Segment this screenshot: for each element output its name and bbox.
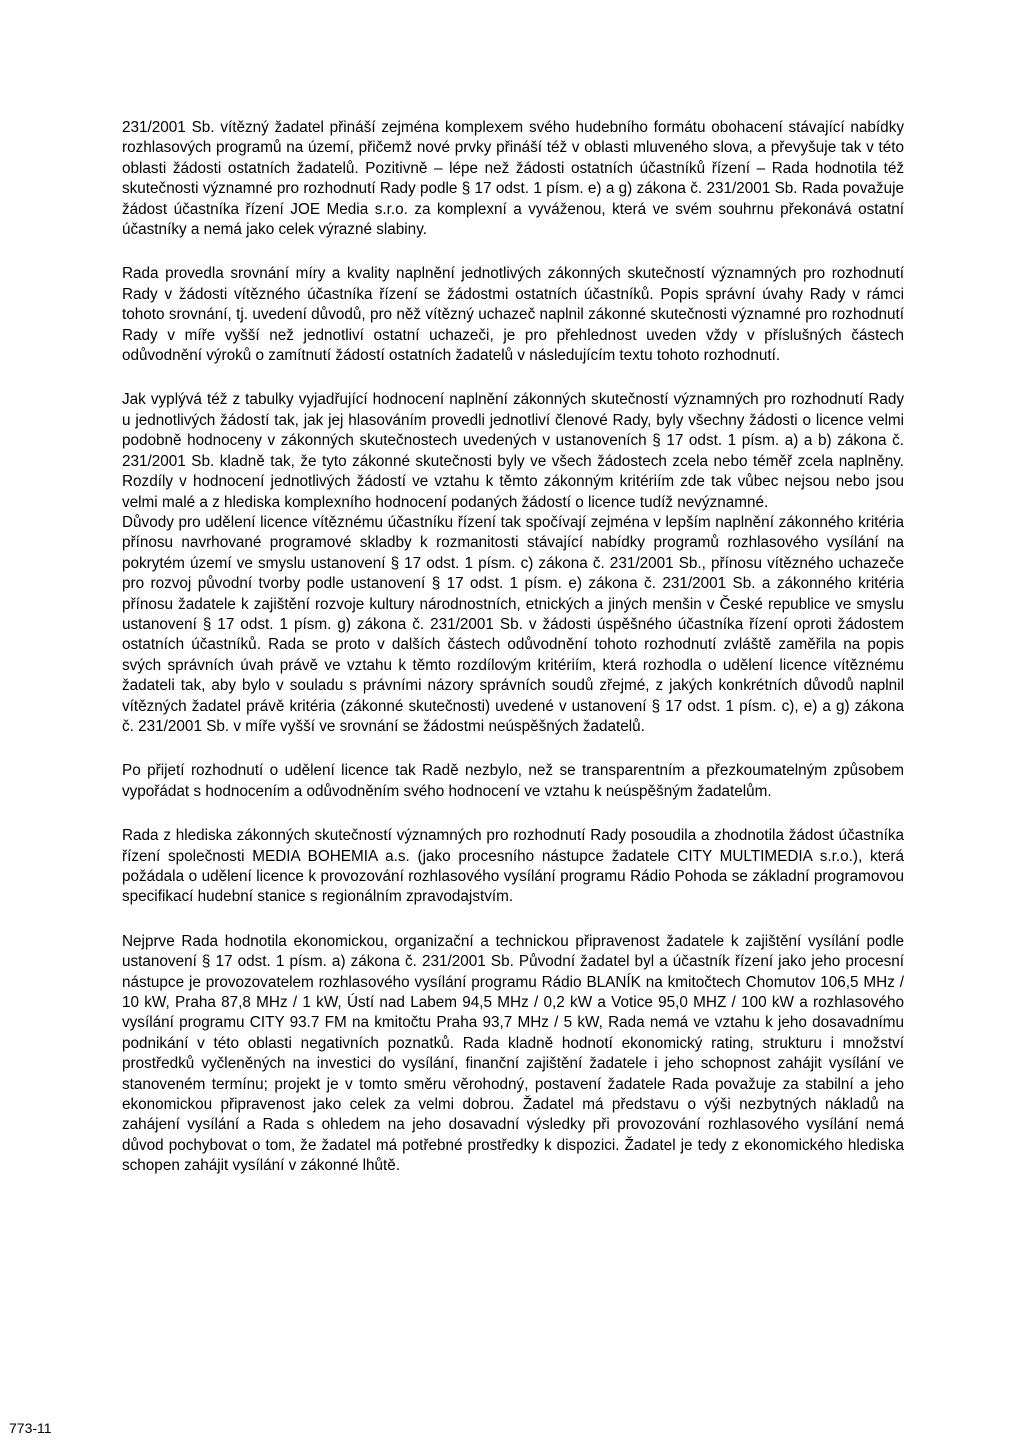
paragraph-3: Jak vyplývá též z tabulky vyjadřující hodnocení naplnění zákonných skutečností významných pro rozhodnutí Rady u jednotlivých žádostí tak, jak jej hlasováním provedli jednotliví členové Rady, byly všechny žádosti o licence velmi podobně hodnoceny v zákonných skutečnostech uvedených v ustanoveních § 17 odst. 1 písm. a) a b) zákona č. 231/2001 Sb. kladně tak, že tyto zákonné skutečnosti byly ve všech žádostech zcela nebo téměř zcela naplněny. Rozdíly v hodnocení jednotlivých žádostí ve vztahu k těmto zákonným kritériím zde tak vůbec nejsou nebo jsou velmi malé a z hlediska komplexního hodnocení podaných žádostí o licence tudíž nevýznamné. bbox=[122, 391, 904, 511]
paragraph-4: Důvody pro udělení licence vítěznému účastníku řízení tak spočívají zejména v lepším naplnění zákonného kritéria přínosu navrhované programové skladby k rozmanitosti stávající nabídky programů rozhlasového vysílání na pokrytém území ve smyslu ustanovení § 17 odst. 1 písm. c) zákona č. 231/2001 Sb., přínosu vítězného uchazeče pro rozvoj původní tvorby podle ustanovení § 17 odst. 1 písm. e) zákona č. 231/2001 Sb. a zákonného kritéria přínosu žadatele k zajištění rozvoje kultury národnostních, etnických a jiných menšin v České republice ve smyslu ustanovení § 17 odst. 1 písm. g) zákona č. 231/2001 Sb. v žádosti úspěšného účastníka řízení oproti žádostem ostatních účastníků. Rada se proto v dalších částech odůvodnění tohoto rozhodnutí zvláště zaměřila na popis svých správních úvah právě ve vztahu k těmto rozdílovým kritériím, která rozhodla o udělení licence vítěznému žadateli tak, aby bylo v souladu s právními názory správních soudů zřejmé, z jakých konkrétních důvodů naplnil vítězných žadatel právě kritéria (zákonné skutečnosti) uvedené v ustanovení § 17 odst. 1 písm. c), e) a g) zákona č. 231/2001 Sb. v míře vyšší ve srovnání se žádostmi neúspěšných žadatelů. bbox=[122, 513, 904, 735]
document-code: 773-11 bbox=[9, 1420, 52, 1436]
paragraph-5: Po přijetí rozhodnutí o udělení licence tak Radě nezbylo, než se transparentním a přezkoumatelným způsobem vypořádat s hodnocením a odůvodněním svého hodnocení ve vztahu k neúspěšným žadatelům. bbox=[122, 762, 904, 800]
paragraph-6: Rada z hlediska zákonných skutečností významných pro rozhodnutí Rady posoudila a zhodnotila žádost účastníka řízení společnosti MEDIA BOHEMIA a.s. (jako procesního nástupce žadatele CITY MULTIMEDIA s.r.o.), která požádala o udělení licence k provozování rozhlasového vysílání programu Rádio Pohoda se základní programovou specifikací hudební stanice s regionálním zpravodajstvím. bbox=[122, 827, 904, 906]
paragraph-2: Rada provedla srovnání míry a kvality naplnění jednotlivých zákonných skutečností významných pro rozhodnutí Rady v žádosti vítězného účastníka řízení se žádostmi ostatních účastníků. Popis správní úvahy Rady v rámci tohoto srovnání, tj. uvedení důvodů, pro něž vítězný uchazeč naplnil zákonné skutečnosti významné pro rozhodnutí Rady v míře vyšší než jednotliví ostatní uchazeči, je pro přehlednost uveden vždy v příslušných částech odůvodnění výroků o zamítnutí žádostí ostatních žadatelů v následujícím textu tohoto rozhodnutí. bbox=[122, 265, 904, 365]
document-body bbox=[122, 118, 904, 1201]
paragraph-1: 231/2001 Sb. vítězný žadatel přináší zejména komplexem svého hudebního formátu obohacení stávající nabídky rozhlasových programů na území, přičemž nové prvky přináší též v oblasti mluveného slova, a převyšuje tak v této oblasti žádosti ostatních žadatelů. Pozitivně – lépe než žádosti ostatních účastníků řízení – Rada hodnotila též skutečnosti významné pro rozhodnutí Rady podle § 17 odst. 1 písm. e) a g) zákona č. 231/2001 Sb. Rada považuje žádost účastníka řízení JOE Media s.r.o. za komplexní a vyváženou, která ve svém souhrnu překonává ostatní účastníky a nemá jako celek výrazné slabiny. bbox=[122, 119, 904, 239]
paragraph-7: Nejprve Rada hodnotila ekonomickou, organizační a technickou připravenost žadatele k zajištění vysílání podle ustanovení § 17 odst. 1 písm. a) zákona č. 231/2001 Sb. Původní žadatel byl a účastník řízení jako jeho procesní nástupce je provozovatelem rozhlasového vysílání programu Rádio BLANÍK na kmitočtech Chomutov 106,5 MHz / 10 kW, Praha 87,8 MHz / 1 kW, Ústí nad Labem 94,5 MHz / 0,2 kW a Votice 95,0 MHZ / 100 kW a rozhlasového vysílání programu CITY 93.7 FM na kmitočtu Praha 93,7 MHz / 5 kW, Rada nemá ve vztahu k jeho dosavadnímu podnikání v této oblasti negativních poznatků. Rada kladně hodnotí ekonomický rating, strukturu i množství prostředků vyčleněných na investici do vysílání, finanční zajištění žadatele i jeho schopnost zahájit vysílání ve stanoveném termínu; projekt je v tomto směru věrohodný, postavení žadatele Rada považuje za stabilní a jeho ekonomickou připravenost jako celek za velmi dobrou. Žadatel má představu o výši nezbytných nákladů na zahájení vysílání a Rada s ohledem na jeho dosavadní výsledky při provozování rozhlasového vysílání nemá důvod pochybovat o tom, že žadatel má potřebné prostředky k dispozici. Žadatel je tedy z ekonomického hlediska schopen zahájit vysílání v zákonné lhůtě. bbox=[122, 932, 904, 1175]
